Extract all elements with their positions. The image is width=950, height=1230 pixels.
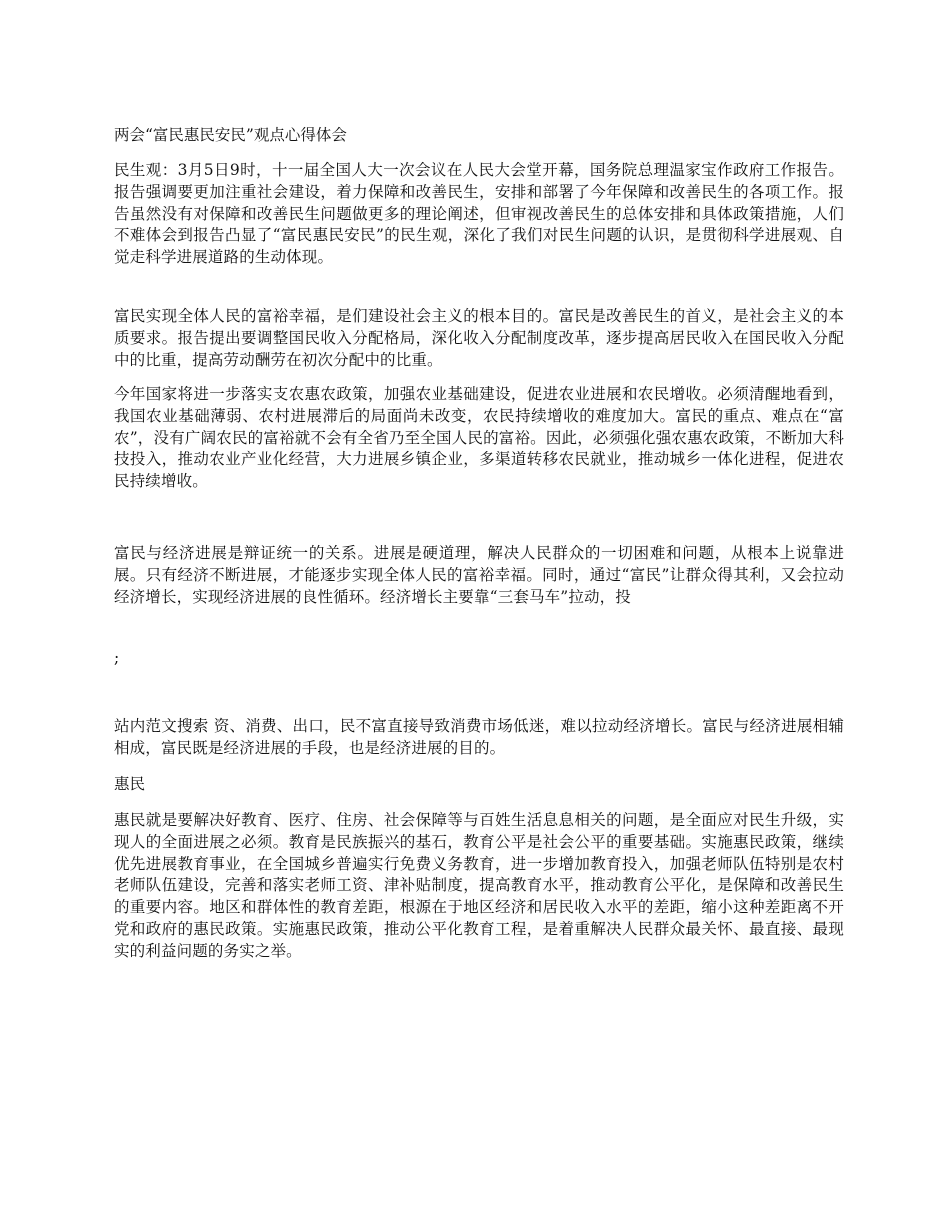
paragraph-separator: ; [114,649,120,667]
paragraph-education: 惠民就是要解决好教育、医疗、住房、社会保障等与百姓生活息息相关的问题，是全面应对民生升级，实现人的全面进展之必须。教育是民族振兴的基石，教育公平是社会公平的重要基础。实施惠民政策，继续优先进展教育事业，在全国城乡普遍实行免费义务教育，进一步增加教育投入，加强老师队伍特别是农村老师队伍建设，完善和落实老师工资、津补贴制度，提高教育水平，推动教育公平化，是保障和改善民生的重要内容。地区和群体性的教育差距，根源在于地区经济和居民收入水平的差距，缩小这种差距离不开党和政府的惠民政策。实施惠民政策，推动公平化教育工程，是着重解决人民群众最关怀、最直接、最现实的利益问题的务实之举。 [114,811,844,960]
section-heading-benefit-people: 惠民 [114,775,146,793]
paragraph-people-livelihood-view: 民生观：3月5日9时，十一届全国人大一次会议在人民大会堂开幕，国务院总理温家宝作政府工作报告。报告强调要更加注重社会建设，着力保障和改善民生，安排和部署了今年保障和改善民生的各项工作。报告虽然没有对保障和改善民生问题做更多的理论阐述，但审视改善民生的总体安排和具体政策措施，人们不难体会到报告凸显了“富民惠民安民”的民生观，深化了我们对民生问题的认识，是贯彻科学进展观、自觉走科学进展道路的生动体现。 [114,161,844,267]
paragraph-enrich-people: 富民实现全体人民的富裕幸福，是们建设社会主义的根本目的。富民是改善民生的首义，是社会主义的本质要求。报告提出要调整国民收入分配格局，深化收入分配制度改革，逐步提高居民收入在国民收入分配中的比重，提高劳动酬劳在初次分配中的比重。 [114,307,844,369]
paragraph-consumption: 站内范文搜索 资、消费、出口，民不富直接导致消费市场低迷，难以拉动经济增长。富民与经济进展相辅相成，富民既是经济进展的手段，也是经济进展的目的。 [114,717,844,757]
paragraph-economic-development: 富民与经济进展是辩证统一的关系。进展是硬道理，解决人民群众的一切困难和问题，从根本上说靠进展。只有经济不断进展，才能逐步实现全体人民的富裕幸福。同时，通过“富民”让群众得其利，又会拉动经济增长，实现经济进展的良性循环。经济增长主要靠“三套马车”拉动，投 [114,544,844,606]
paragraph-agriculture-policy: 今年国家将进一步落实支农惠农政策，加强农业基础建设，促进农业进展和农民增收。必须清醒地看到，我国农业基础薄弱、农村进展滞后的局面尚未改变，农民持续增收的难度加大。富民的重点、难点在“富农”，没有广阔农民的富裕就不会有全省乃至全国人民的富裕。因此，必须强化强农惠农政策，不断加大科技投入，推动农业产业化经营，大力进展乡镇企业，多渠道转移农民就业，推动城乡一体化进程，促进农民持续增收。 [114,385,844,491]
document-title: 两会“富民惠民安民”观点心得体会 [114,126,347,144]
